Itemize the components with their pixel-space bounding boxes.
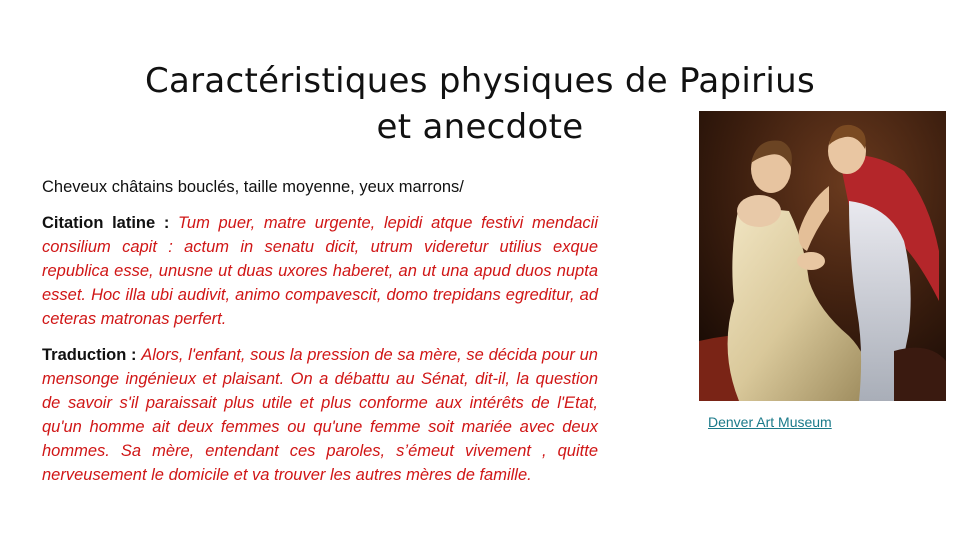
painting-illustration [699,111,946,401]
credit-link[interactable]: Denver Art Museum [708,414,832,430]
latin-citation-paragraph [42,211,598,331]
physical-description: Cheveux châtains bouclés, taille moyenne, yeux marrons/ [42,178,464,196]
translation-paragraph [42,343,598,487]
citation-text: Tum puer, matre urgente, lepidi atque festivi mendacii consilium capit : actum in senatu dicit, utrum videretur utilius exque republica esse, unusne ut duas uxores haberet, an ut una apud duos nupta esset. Hoc illa ubi audivit, animo compavescit, domo trepidans egreditur, ad ceteras matronas perfert. [42,214,599,328]
title-line-1: Caractéristiques physiques de Papirius [144,61,816,101]
title-line-2: et anecdote [376,107,584,147]
slide-body [42,175,598,499]
citation-label: Citation latine : [42,214,170,232]
painting-image [699,111,946,401]
translation-label: Traduction : [42,346,137,364]
translation-text: Alors, l'enfant, sous la pression de sa mère, se décida pour un mensonge ingénieux et plaisant. On a débattu au Sénat, dit-il, la question de savoir s'il paraissait plus utile et plus conforme aux intérêts de l'Etat, qu'un homme ait deux femmes ou qu'une femme soit mariée avec deux hommes. Sa mère, entendant ces paroles, s’émeut vivement , quitte nerveusement le domicile et va trouver les autres mères de famille. [42,346,598,484]
